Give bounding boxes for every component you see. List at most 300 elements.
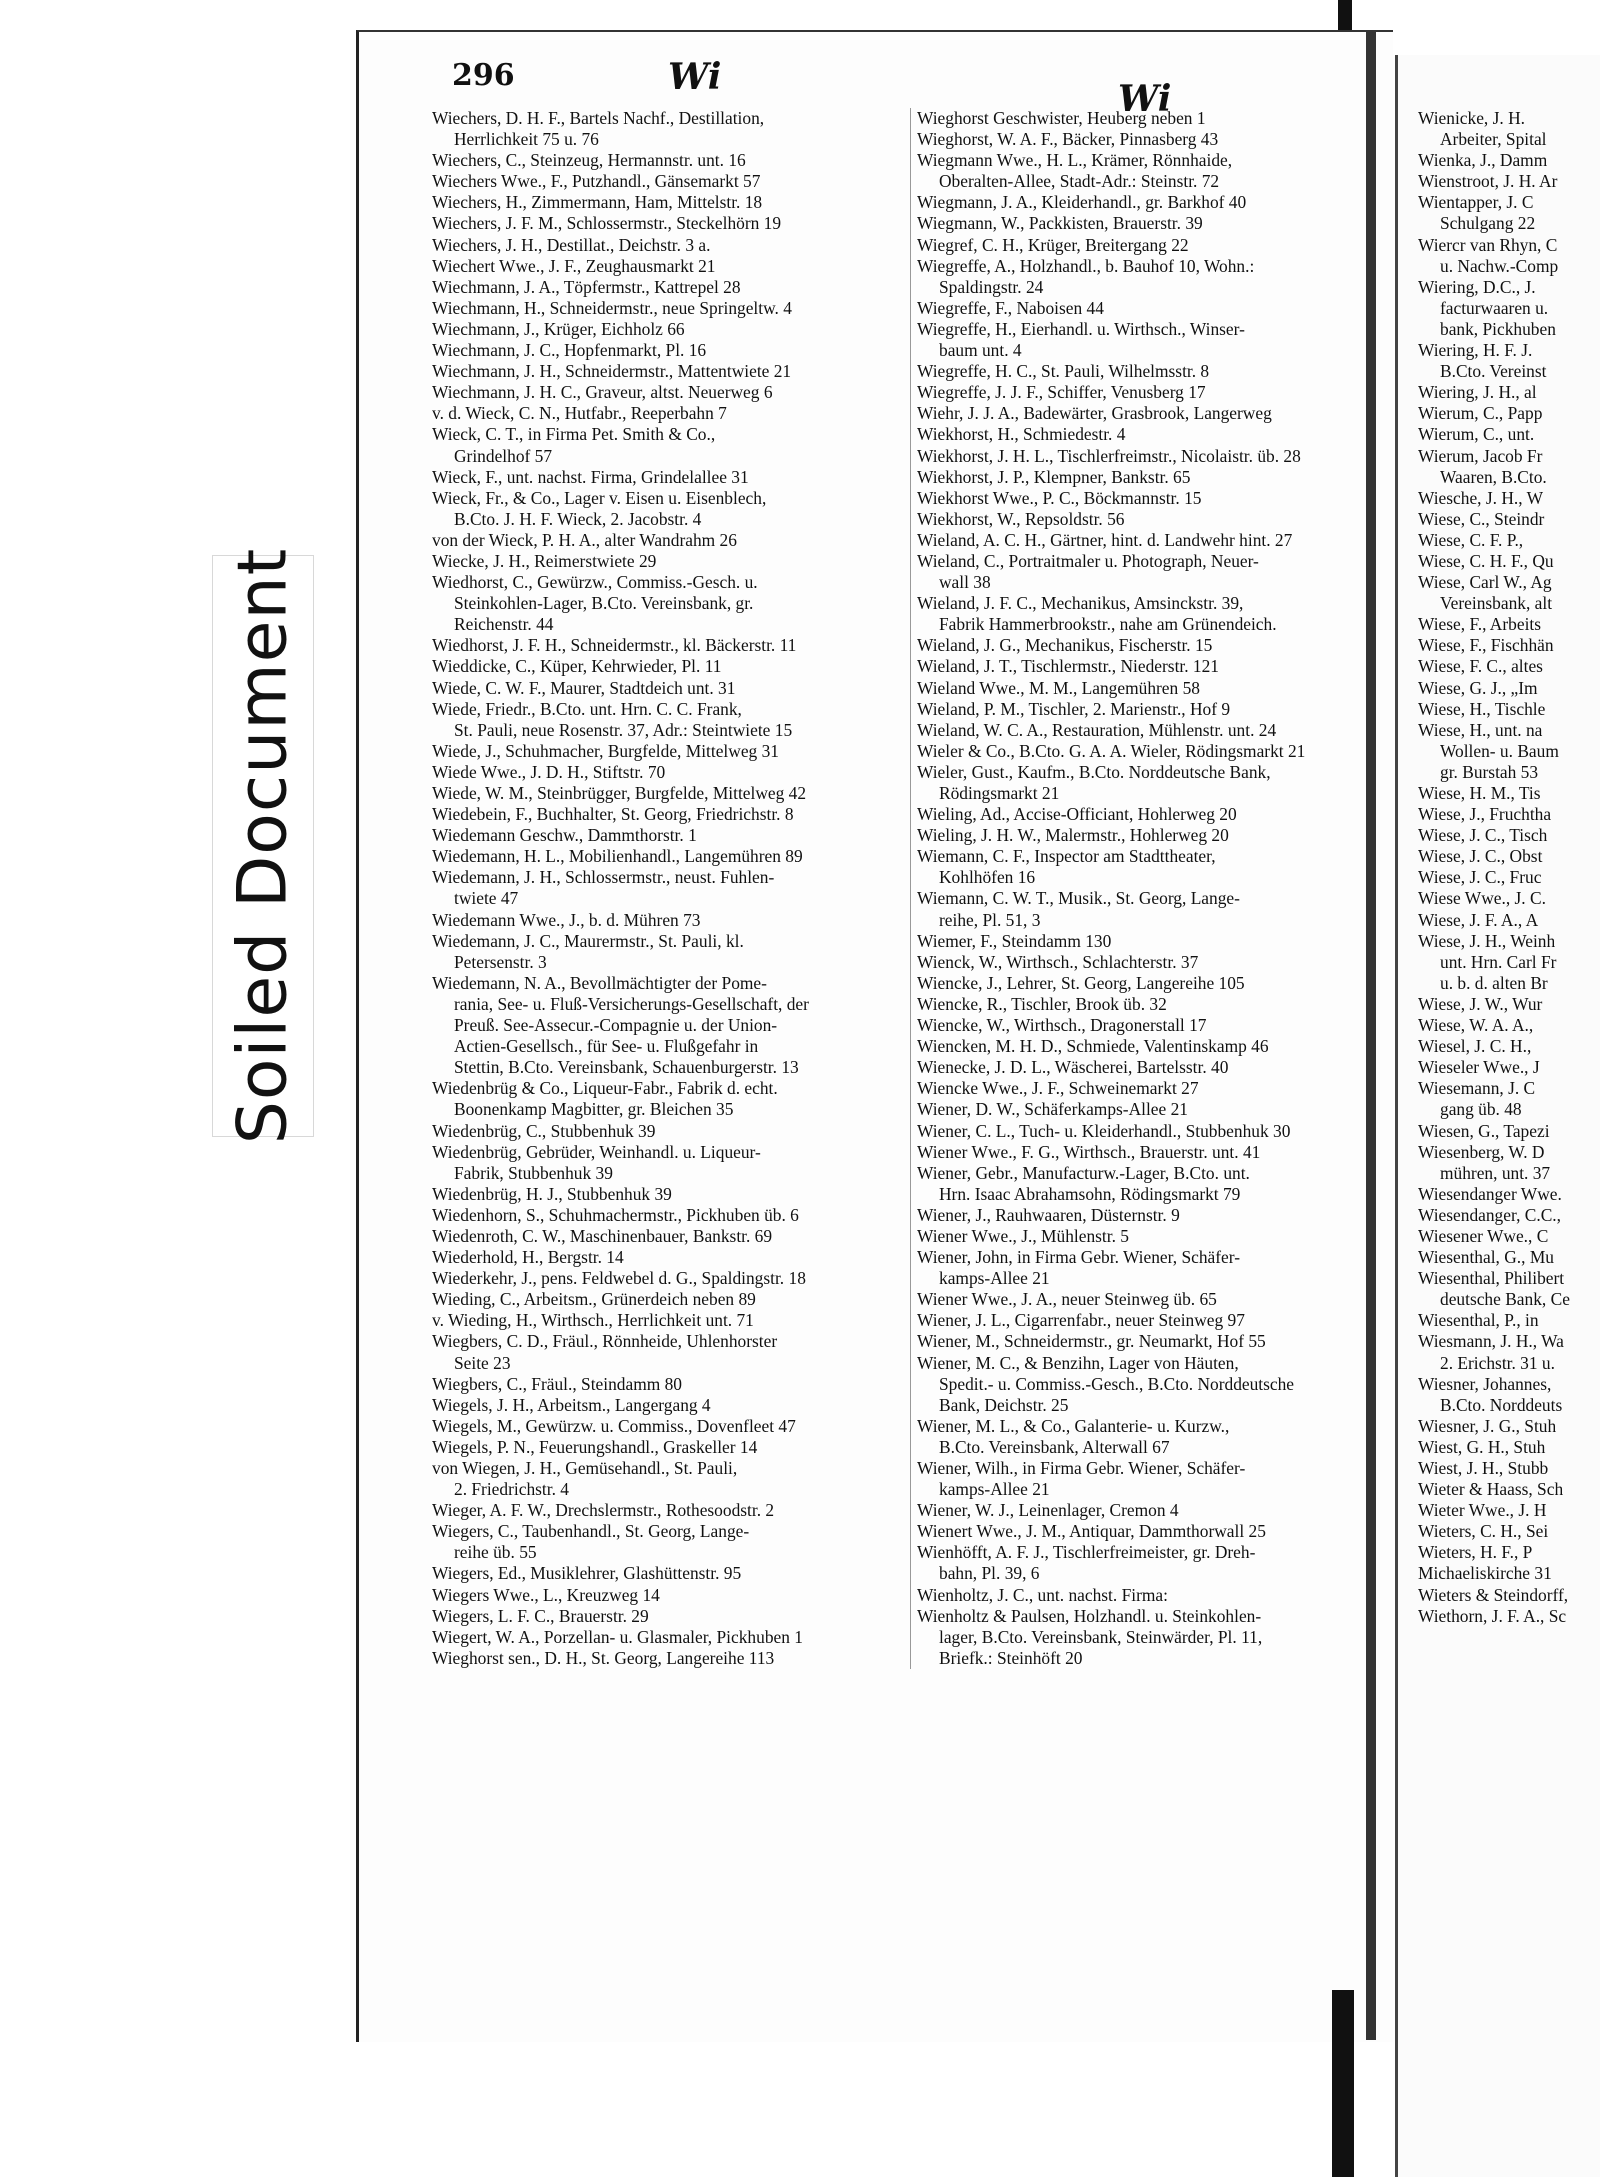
entry-line: Wiencke, W., Wirthsch., Dragonerstall 17 — [917, 1015, 1207, 1036]
directory-entry — [917, 1205, 1365, 1226]
adjacent-entry-line: gang üb. 48 — [1440, 1099, 1522, 1120]
entry-line: Wieland, P. M., Tischler, 2. Marienstr., Hof 9 — [917, 698, 1231, 719]
adjacent-entry-line: Wollen- u. Baum — [1440, 740, 1559, 761]
entry-line: Wiekhorst Wwe., P. C., Böckmannstr. 15 — [917, 487, 1202, 508]
entry-line: kamps-Allee 21 — [939, 1268, 1050, 1289]
adjacent-entry-line: Wieters, C. H., Sei — [1418, 1521, 1549, 1542]
adjacent-entry-line: Wienicke, J. H. — [1418, 108, 1525, 128]
directory-entry — [917, 593, 1365, 635]
adjacent-entry-line: Wiese, Carl W., Ag — [1418, 572, 1552, 593]
entry-line: lager, B.Cto. Vereinsbank, Steinwärder, Pl. 11, — [939, 1626, 1263, 1647]
directory-entry — [432, 1521, 910, 1563]
entry-line: Wiechmann, J. H., Schneidermstr., Mattentwiete 21 — [432, 361, 792, 382]
directory-entry — [917, 1142, 1365, 1163]
entry-line: Wieland, J. G., Mechanikus, Fischerstr. 15 — [917, 635, 1213, 656]
entry-line: Fabrik, Stubbenhuk 39 — [454, 1162, 613, 1183]
directory-entry — [432, 804, 910, 825]
entry-line: Wiedenbrüg, H. J., Stubbenhuk 39 — [432, 1183, 672, 1204]
adjacent-entry-line: Vereinsbank, alt — [1440, 593, 1553, 614]
directory-entry — [432, 699, 910, 741]
adjacent-entry-line: Wiese Wwe., J. C. — [1418, 888, 1546, 909]
entry-line: Wiencken, M. H. D., Schmiede, Valentinskamp 46 — [917, 1036, 1269, 1057]
directory-entry — [917, 1310, 1365, 1331]
entry-line: Grindelhof 57 — [454, 445, 553, 466]
adjacent-entry-line: Wieseler Wwe., J — [1418, 1057, 1540, 1078]
entry-line: Wiechmann, J. A., Töpfermstr., Kattrepel 28 — [432, 276, 741, 297]
entry-line: Wiener Wwe., J., Mühlenstr. 5 — [917, 1225, 1129, 1246]
adjacent-entry-line: Wiese, C. H. F., Qu — [1418, 550, 1554, 571]
entry-line: Wiechers, J. H., Destillat., Deichstr. 3 a. — [432, 234, 711, 255]
entry-line: Actien-Gesellsch., für See- u. Flußgefahr in — [454, 1036, 759, 1057]
entry-line: Wiedemann, N. A., Bevollmächtigter der Pome- — [432, 972, 767, 993]
adjacent-entry-line: Wiest, J. H., Stubb — [1418, 1458, 1549, 1478]
directory-entry — [917, 1247, 1365, 1289]
entry-line: Wiener, Gebr., Manufacturw.-Lager, B.Cto. unt. — [917, 1162, 1250, 1183]
directory-entry — [432, 1268, 910, 1289]
entry-line: Wiegers Wwe., L., Kreuzweg 14 — [432, 1584, 660, 1605]
entry-line: Wiegmann Wwe., H. L., Krämer, Rönnhaide, — [917, 150, 1233, 171]
binding-shadow-bottom — [1332, 1990, 1354, 2177]
entry-line: Wieland Wwe., M. M., Langemühren 58 — [917, 677, 1200, 698]
directory-entry — [917, 509, 1365, 530]
entry-line: Wiekhorst, H., Schmiedestr. 4 — [917, 424, 1126, 445]
entry-line: Wiedhorst, C., Gewürzw., Commiss.-Gesch. u. — [432, 572, 758, 593]
running-header-right: Wi — [1118, 78, 1172, 120]
entry-line: Wiederkehr, J., pens. Feldwebel d. G., Spaldingstr. 18 — [432, 1268, 806, 1289]
adjacent-entry-line: Wiering, J. H., al — [1418, 382, 1537, 403]
entry-line: Bank, Deichstr. 25 — [939, 1394, 1069, 1415]
adjacent-entry-line: Wiercr van Rhyn, C — [1418, 234, 1558, 255]
directory-entry — [432, 867, 910, 909]
adjacent-entry-line: Wiese, H. M., Tis — [1418, 783, 1541, 803]
directory-entry — [917, 888, 1365, 930]
entry-line: Wiegels, J. H., Arbeitsm., Langergang 4 — [432, 1394, 711, 1415]
entry-line: Wiemann, C. W. T., Musik., St. Georg, Lange- — [917, 888, 1240, 909]
soiled-document-label — [212, 547, 314, 1145]
directory-entry — [917, 952, 1365, 973]
entry-line: Wiede, W. M., Steinbrügger, Burgfelde, Mittelweg 42 — [432, 783, 807, 803]
adjacent-entry-line: Arbeiter, Spital — [1440, 129, 1547, 150]
entry-line: Wienecke, J. D. L., Wäscherei, Bartelsstr. 40 — [917, 1057, 1229, 1078]
entry-line: Wieland, J. F. C., Mechanikus, Amsinckstr. 39, — [917, 593, 1244, 614]
entry-line: Wiemann, C. F., Inspector am Stadttheater, — [917, 846, 1216, 867]
adjacent-entry-line: Wiesendanger Wwe. — [1418, 1183, 1562, 1204]
entry-line: Wiechers Wwe., F., Putzhandl., Gänsemarkt 57 — [432, 171, 761, 192]
directory-entry — [432, 1289, 910, 1310]
entry-line: Wiede, Friedr., B.Cto. unt. Hrn. C. C. Frank, — [432, 698, 742, 719]
directory-entry — [917, 741, 1365, 762]
entry-line: Spedit.- u. Commiss.-Gesch., B.Cto. Norddeutsche — [939, 1373, 1295, 1394]
entry-line: Boonenkamp Magbitter, gr. Bleichen 35 — [454, 1099, 734, 1120]
adjacent-entry-line: gr. Burstah 53 — [1440, 761, 1539, 782]
entry-line: Wiedenhorn, S., Schuhmachermstr., Pickhuben üb. 6 — [432, 1204, 799, 1225]
adjacent-entry-line: Wiesenthal, P., in — [1418, 1310, 1539, 1331]
directory-entry — [432, 1500, 910, 1521]
adjacent-entry-line: B.Cto. Norddeuts — [1440, 1394, 1563, 1415]
entry-line: Wiechers, H., Zimmermann, Ham, Mittelstr. 18 — [432, 192, 763, 213]
directory-entry — [432, 551, 910, 572]
entry-line: Wiemer, F., Steindamm 130 — [917, 930, 1112, 951]
entry-line: rania, See- u. Fluß-Versicherungs-Gesellschaft, der — [454, 993, 809, 1014]
directory-entry — [432, 572, 910, 635]
directory-entry — [432, 1458, 910, 1500]
entry-line: Wiederhold, H., Bergstr. 14 — [432, 1247, 624, 1268]
directory-entry — [432, 424, 910, 466]
entry-line: Wienhöfft, A. F. J., Tischlerfreimeister, gr. Dreh- — [917, 1542, 1256, 1563]
adjacent-entry-line: Wiesner, Johannes, — [1418, 1373, 1552, 1394]
directory-entry — [917, 635, 1365, 656]
adjacent-entry-line: Wiese, C., Steindr — [1418, 508, 1545, 529]
entry-line: Wiegert, W. A., Porzellan- u. Glasmaler, Pickhuben 1 — [432, 1626, 803, 1647]
entry-line: Wiener, M. C., & Benzihn, Lager von Häuten, — [917, 1352, 1239, 1373]
directory-entry — [432, 973, 910, 1078]
directory-entry — [917, 846, 1365, 888]
entry-line: Wienck, W., Wirthsch., Schlachterstr. 37 — [917, 951, 1199, 972]
entry-line: Wiede, J., Schuhmacher, Burgfelde, Mittelweg 31 — [432, 740, 779, 761]
directory-entry — [432, 256, 910, 277]
directory-entry — [917, 1163, 1365, 1205]
directory-entry — [432, 1078, 910, 1120]
directory-entry — [432, 931, 910, 973]
adjacent-entry-line: Wiesendanger, C.C., — [1418, 1204, 1562, 1225]
adjacent-entry-line: Wiese, F., Arbeits — [1418, 614, 1542, 635]
directory-entry — [432, 1247, 910, 1268]
adjacent-entry-line: bank, Pickhuben — [1440, 318, 1556, 339]
adjacent-entry-line: Wiese, W. A. A., — [1418, 1015, 1534, 1036]
entry-line: Wieghorst sen., D. H., St. Georg, Langereihe 113 — [432, 1647, 775, 1668]
entry-line: Wieding, C., Arbeitsm., Grünerdeich neben 89 — [432, 1289, 756, 1310]
entry-line: Wiedenroth, C. W., Maschinenbauer, Bankstr. 69 — [432, 1225, 773, 1246]
directory-entry — [917, 1121, 1365, 1142]
adjacent-entry-line: Wiese, G. J., „Im — [1418, 677, 1538, 698]
directory-entry — [917, 1353, 1365, 1416]
entry-line: twiete 47 — [454, 888, 519, 909]
entry-line: Wiede, C. W. F., Maurer, Stadtdeich unt. 31 — [432, 677, 736, 698]
directory-entry — [432, 635, 910, 656]
entry-line: Wiekhorst, W., Repsoldstr. 56 — [917, 508, 1125, 529]
adjacent-entry-line: Wieters, H. F., P — [1418, 1542, 1533, 1563]
entry-line: Wiedemann, J. C., Maurermstr., St. Pauli, kl. — [432, 930, 744, 951]
directory-entry — [917, 699, 1365, 720]
directory-entry — [917, 530, 1365, 551]
entry-line: Petersenstr. 3 — [454, 951, 547, 972]
directory-entry — [432, 1205, 910, 1226]
entry-line: reihe üb. 55 — [454, 1542, 537, 1563]
directory-entry — [432, 1648, 910, 1669]
entry-line: Wiedenbrüg, C., Stubbenhuk 39 — [432, 1120, 656, 1141]
adjacent-entry-line: Wiethorn, J. F. A., Sc — [1418, 1605, 1567, 1626]
entry-line: Wiechers, J. F. M., Schlossermstr., Steckelhörn 19 — [432, 213, 782, 234]
adjacent-entry-line: Wienstroot, J. H. Ar — [1418, 171, 1558, 192]
adjacent-entry-line: Wiest, G. H., Stuh — [1418, 1436, 1546, 1457]
entry-line: Wiener, D. W., Schäferkamps-Allee 21 — [917, 1099, 1188, 1120]
adjacent-entry-line: facturwaaren u. — [1440, 297, 1549, 318]
directory-entry — [917, 192, 1365, 213]
entry-line: Wiechert Wwe., J. F., Zeughausmarkt 21 — [432, 255, 716, 276]
entry-line: v. d. Wieck, C. N., Hutfabr., Reeperbahn 7 — [432, 403, 727, 424]
adjacent-entry-line: Wiesenthal, G., Mu — [1418, 1247, 1554, 1268]
adjacent-entry-line: Waaren, B.Cto. — [1440, 466, 1547, 487]
adjacent-entry-line: Wientapper, J. C — [1418, 192, 1534, 213]
page-edge — [1366, 30, 1376, 2040]
adjacent-entry-line: Wieter & Haass, Sch — [1418, 1479, 1564, 1500]
directory-entry — [432, 108, 910, 150]
directory-entry — [917, 656, 1365, 677]
adjacent-entry-line: unt. Hrn. Carl Fr — [1440, 951, 1557, 972]
soiled-document-text: Soiled Document — [223, 547, 303, 1145]
directory-entry — [917, 129, 1365, 150]
adjacent-entry-line: deutsche Bank, Ce — [1440, 1289, 1570, 1310]
directory-entry — [432, 361, 910, 382]
entry-line: baum unt. 4 — [939, 340, 1022, 361]
page-number: 296 — [452, 58, 515, 93]
directory-entry — [432, 1142, 910, 1184]
directory-entry — [917, 1416, 1365, 1458]
directory-entry — [432, 1395, 910, 1416]
entry-line: Wiener, Wilh., in Firma Gebr. Wiener, Schäfer- — [917, 1458, 1246, 1478]
directory-entry — [432, 910, 910, 931]
entry-line: Wiegreffe, A., Holzhandl., b. Bauhof 10, Wohn.: — [917, 255, 1255, 276]
entry-line: Wiechmann, J. H. C., Graveur, altst. Neuerweg 6 — [432, 382, 773, 403]
entry-line: Wiener, W. J., Leinenlager, Cremon 4 — [917, 1500, 1179, 1521]
entry-line: Wiener, J., Rauhwaaren, Düsternstr. 9 — [917, 1204, 1180, 1225]
directory-entry — [917, 1331, 1365, 1352]
entry-line: Preuß. See-Assecur.-Compagnie u. der Union- — [454, 1015, 778, 1036]
directory-entry — [917, 424, 1365, 445]
entry-line: Wieddicke, C., Küper, Kehrwieder, Pl. 11 — [432, 656, 722, 677]
adjacent-entry-line: B.Cto. Vereinst — [1440, 361, 1547, 382]
entry-line: Wienert Wwe., J. M., Antiquar, Dammthorwall 25 — [917, 1521, 1266, 1542]
entry-line: Seite 23 — [454, 1352, 511, 1373]
directory-entry — [432, 1331, 910, 1373]
directory-entry — [432, 213, 910, 234]
entry-line: Wieghorst, W. A. F., Bäcker, Pinnasberg 43 — [917, 129, 1219, 150]
entry-line: Wiedenbrüg & Co., Liqueur-Fabr., Fabrik d. echt. — [432, 1078, 778, 1099]
entry-line: Wiener, John, in Firma Gebr. Wiener, Schäfer- — [917, 1247, 1240, 1268]
entry-line: Wiener Wwe., J. A., neuer Steinweg üb. 65 — [917, 1289, 1217, 1310]
adjacent-entry-line: Wiese, J. C., Tisch — [1418, 825, 1548, 846]
entry-line: B.Cto. J. H. F. Wieck, 2. Jacobstr. 4 — [454, 508, 702, 529]
adjacent-entry-line: Wierum, C., Papp — [1418, 403, 1543, 424]
directory-entry — [917, 213, 1365, 234]
directory-entry — [917, 361, 1365, 382]
entry-line: Wiedhorst, J. F. H., Schneidermstr., kl. Bäckerstr. 11 — [432, 635, 797, 656]
directory-entry — [917, 1099, 1365, 1120]
entry-line: Wiencke, R., Tischler, Brook üb. 32 — [917, 993, 1167, 1014]
directory-entry — [917, 1057, 1365, 1078]
adjacent-entry-line: u. Nachw.-Comp — [1440, 255, 1559, 276]
directory-entry — [917, 1606, 1365, 1669]
directory-entry — [917, 804, 1365, 825]
directory-entry — [917, 319, 1365, 361]
directory-entry — [917, 1458, 1365, 1500]
directory-entry — [432, 403, 910, 424]
directory-entry — [432, 1184, 910, 1205]
entry-line: Oberalten-Allee, Stadt-Adr.: Steinstr. 72 — [939, 171, 1220, 192]
entry-line: Kohlhöfen 16 — [939, 867, 1036, 888]
entry-line: Wiegref, C. H., Krüger, Breitergang 22 — [917, 234, 1189, 255]
entry-line: 2. Friedrichstr. 4 — [454, 1479, 569, 1500]
directory-entry — [432, 741, 910, 762]
entry-line: Spaldingstr. 24 — [939, 276, 1044, 297]
entry-line: Briefk.: Steinhöft 20 — [939, 1647, 1083, 1668]
entry-line: Wiegmann, W., Packkisten, Brauerstr. 39 — [917, 213, 1203, 234]
directory-entry — [917, 1500, 1365, 1521]
entry-line: St. Pauli, neue Rosenstr. 37, Adr.: Steintwiete 15 — [454, 719, 793, 740]
adjacent-entry-line: Wiese, J. W., Wur — [1418, 993, 1543, 1014]
adjacent-entry-line: Wierum, Jacob Fr — [1418, 445, 1543, 466]
directory-entry — [917, 720, 1365, 741]
directory-entry — [917, 298, 1365, 319]
entry-line: Wiener, J. L., Cigarrenfabr., neuer Steinweg 97 — [917, 1310, 1245, 1331]
adjacent-entry-line: Wiesemann, J. C — [1418, 1078, 1536, 1099]
directory-entry — [917, 446, 1365, 467]
entry-line: v. Wieding, H., Wirthsch., Herrlichkeit unt. 71 — [432, 1310, 754, 1331]
entry-line: Wiener Wwe., F. G., Wirthsch., Brauerstr. unt. 41 — [917, 1141, 1261, 1162]
directory-entry — [432, 382, 910, 403]
entry-line: Wieghorst Geschwister, Heuberg neben 1 — [917, 108, 1206, 128]
entry-line: Wieck, Fr., & Co., Lager v. Eisen u. Eisenblech, — [432, 487, 767, 508]
adjacent-entry-line: Wiering, D.C., J. — [1418, 276, 1536, 297]
directory-entry — [917, 762, 1365, 804]
adjacent-entry-line: Wierum, C., unt. — [1418, 424, 1535, 445]
directory-entry — [432, 235, 910, 256]
entry-line: Wieling, Ad., Accise-Officiant, Hohlerweg 20 — [917, 804, 1237, 825]
adjacent-entry-line: Wiering, H. F. J. — [1418, 340, 1533, 361]
entry-line: Wiedemann, J. H., Schlossermstr., neust. Fuhlen- — [432, 867, 775, 888]
entry-line: Wieland, C., Portraitmaler u. Photograph, Neuer- — [917, 550, 1259, 571]
entry-line: Wienholtz, J. C., unt. nachst. Firma: — [917, 1584, 1168, 1605]
entry-line: Steinkohlen-Lager, B.Cto. Vereinsbank, gr. — [454, 593, 754, 614]
directory-entry — [917, 1078, 1365, 1099]
directory-column-left — [432, 108, 910, 1669]
adjacent-entry-line: Wiesenthal, Philibert — [1418, 1268, 1565, 1289]
entry-line: Wiegers, C., Taubenhandl., St. Georg, Lange- — [432, 1521, 750, 1542]
directory-entry — [917, 488, 1365, 509]
entry-line: Wiechmann, J., Krüger, Eichholz 66 — [432, 318, 685, 339]
entry-line: Wiegreffe, H., Eierhandl. u. Wirthsch., Winser- — [917, 318, 1245, 339]
entry-line: B.Cto. Vereinsbank, Alterwall 67 — [939, 1436, 1170, 1457]
adjacent-entry-line: Wiese, J. F. A., A — [1418, 909, 1539, 930]
directory-entry — [917, 551, 1365, 593]
directory-entry — [432, 1374, 910, 1395]
directory-entry — [917, 678, 1365, 699]
entry-line: Wieland, A. C. H., Gärtner, hint. d. Landwehr hint. 27 — [917, 529, 1293, 550]
entry-line: Wiener, M. L., & Co., Galanterie- u. Kurzw., — [917, 1415, 1230, 1436]
adjacent-entry-line: Schulgang 22 — [1440, 213, 1536, 234]
directory-entry — [917, 1015, 1365, 1036]
entry-line: Wiencke, J., Lehrer, St. Georg, Langereihe 105 — [917, 972, 1245, 993]
directory-entry — [432, 678, 910, 699]
directory-column-adjacent-page — [1418, 108, 1600, 1627]
entry-line: reihe, Pl. 51, 3 — [939, 909, 1041, 930]
entry-line: Wieck, C. T., in Firma Pet. Smith & Co., — [432, 424, 716, 445]
directory-entry — [917, 973, 1365, 994]
entry-line: Wiegels, M., Gewürzw. u. Commiss., Dovenfleet 47 — [432, 1415, 796, 1436]
directory-entry — [917, 994, 1365, 1015]
entry-line: kamps-Allee 21 — [939, 1479, 1050, 1500]
adjacent-entry-line: Wiese, F. C., altes — [1418, 656, 1543, 677]
directory-entry — [432, 1563, 910, 1584]
adjacent-entry-line: Wiesner, J. G., Stuh — [1418, 1415, 1557, 1436]
entry-line: Wiegels, P. N., Feuerungshandl., Graskeller 14 — [432, 1436, 758, 1457]
entry-line: Wiencke Wwe., J. F., Schweinemarkt 27 — [917, 1078, 1199, 1099]
directory-entry — [432, 1606, 910, 1627]
directory-entry — [917, 1585, 1365, 1606]
directory-entry — [432, 846, 910, 867]
entry-line: von Wiegen, J. H., Gemüsehandl., St. Pauli, — [432, 1458, 738, 1478]
entry-line: Wieger, A. F. W., Drechslermstr., Rothesoodstr. 2 — [432, 1500, 775, 1521]
entry-line: Wiechmann, J. C., Hopfenmarkt, Pl. 16 — [432, 340, 707, 361]
adjacent-entry-line: Wiese, H., unt. na — [1418, 719, 1543, 740]
directory-entry — [432, 530, 910, 551]
entry-line: Wiegbers, C. D., Fräul., Rönnheide, Uhlenhorster — [432, 1331, 778, 1352]
entry-line: Wiehr, J. J. A., Badewärter, Grasbrook, Langerweg — [917, 403, 1272, 424]
running-header-left: Wi — [668, 56, 722, 98]
directory-entry — [917, 1036, 1365, 1057]
entry-line: Rödingsmarkt 21 — [939, 783, 1060, 803]
entry-line: Fabrik Hammerbrookstr., nahe am Grünendeich. — [939, 614, 1277, 635]
adjacent-entry-line: Wiesche, J. H., W — [1418, 487, 1544, 508]
adjacent-entry-line: u. b. d. alten Br — [1440, 972, 1548, 993]
directory-entry — [432, 1310, 910, 1331]
entry-line: Wiekhorst, J. H. L., Tischlerfreimstr., Nicolaistr. üb. 28 — [917, 445, 1301, 466]
adjacent-entry-line: Wiese, J. H., Weinh — [1418, 930, 1556, 951]
entry-line: von der Wieck, P. H. A., alter Wandrahm 26 — [432, 529, 737, 550]
entry-line: Wiede Wwe., J. D. H., Stiftstr. 70 — [432, 761, 666, 782]
directory-column-middle — [910, 108, 1365, 1669]
entry-line: wall 38 — [939, 572, 991, 593]
entry-line: Wiechers, D. H. F., Bartels Nachf., Destillation, — [432, 108, 765, 128]
adjacent-entry-line: Wiese, J. C., Fruc — [1418, 867, 1542, 888]
entry-line: Wiegers, L. F. C., Brauerstr. 29 — [432, 1605, 649, 1626]
directory-entry — [917, 256, 1365, 298]
entry-line: Wiegreffe, H. C., St. Pauli, Wilhelmsstr. 8 — [917, 361, 1210, 382]
entry-line: Reichenstr. 44 — [454, 614, 554, 635]
entry-line: Wieland, W. C. A., Restauration, Mühlenstr. unt. 24 — [917, 719, 1277, 740]
directory-entry — [917, 1226, 1365, 1247]
entry-line: bahn, Pl. 39, 6 — [939, 1563, 1040, 1584]
adjacent-entry-line: Wiese, F., Fischhän — [1418, 635, 1554, 656]
directory-entry — [432, 1416, 910, 1437]
directory-entry — [917, 825, 1365, 846]
entry-line: Wiegers, Ed., Musiklehrer, Glashüttenstr. 95 — [432, 1563, 742, 1584]
directory-entry — [917, 1542, 1365, 1584]
directory-entry — [917, 403, 1365, 424]
entry-line: Wiedebein, F., Buchhalter, St. Georg, Friedrichstr. 8 — [432, 804, 794, 825]
directory-entry — [432, 1585, 910, 1606]
entry-line: Wiecke, J. H., Reimerstwiete 29 — [432, 550, 657, 571]
entry-line: Wiener, M., Schneidermstr., gr. Neumarkt, Hof 55 — [917, 1331, 1266, 1352]
entry-line: Wiedemann Geschw., Dammthorstr. 1 — [432, 825, 697, 846]
directory-entry — [917, 467, 1365, 488]
entry-line: Wiener, C. L., Tuch- u. Kleiderhandl., Stubbenhuk 30 — [917, 1120, 1291, 1141]
entry-line: Wieck, F., unt. nachst. Firma, Grindelallee 31 — [432, 466, 749, 487]
directory-entry — [917, 235, 1365, 256]
directory-entry — [432, 783, 910, 804]
adjacent-entry-line: Wieters & Steindorff, — [1418, 1584, 1569, 1605]
entry-line: Wienholtz & Paulsen, Holzhandl. u. Steinkohlen- — [917, 1605, 1262, 1626]
entry-line: Wieling, J. H. W., Malermstr., Hohlerweg 20 — [917, 825, 1229, 846]
entry-line: Wiedemann Wwe., J., b. d. Mühren 73 — [432, 909, 701, 930]
entry-line: Wiegbers, C., Fräul., Steindamm 80 — [432, 1373, 682, 1394]
entry-line: Wiegmann, J. A., Kleiderhandl., gr. Barkhof 40 — [917, 192, 1247, 213]
directory-entry — [432, 1226, 910, 1247]
directory-entry — [917, 931, 1365, 952]
entry-line: Wiegreffe, J. J. F., Schiffer, Venusberg 17 — [917, 382, 1206, 403]
directory-entry — [917, 108, 1365, 129]
directory-entry — [432, 1121, 910, 1142]
